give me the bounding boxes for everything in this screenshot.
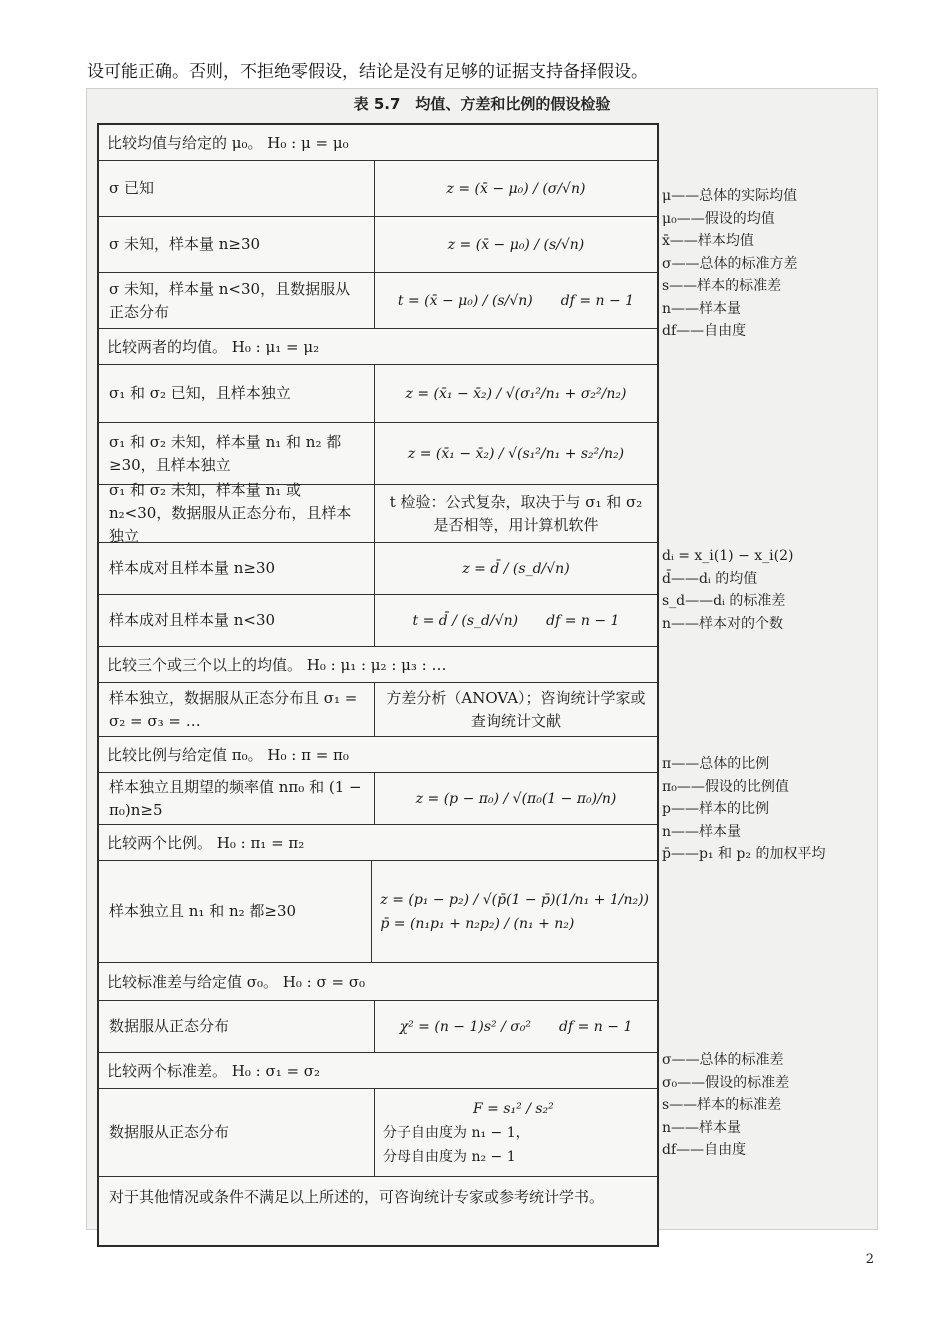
table-row xyxy=(99,1089,657,1177)
legend-line: π——总体的比例 xyxy=(662,756,770,772)
legend-line: p̄——p₁ 和 p₂ 的加权平均 xyxy=(662,846,826,862)
section-header-text: 比较比例与给定值 π₀。 H₀ : π = π₀ xyxy=(107,746,349,764)
legend-stddev xyxy=(662,1049,789,1162)
formula-text: z = (x̄₁ − x̄₂) / √(s₁²/n₁ + s₂²/n₂) xyxy=(407,445,625,462)
legend-line: σ₀——假设的标准差 xyxy=(662,1074,790,1091)
table-row xyxy=(99,365,657,423)
condition-cell: 样本成对且样本量 n<30 xyxy=(99,595,375,646)
formula-note: t 检验：公式复杂，取决于与 σ₁ 和 σ₂ 是否相等，用计算机软件 xyxy=(389,492,643,534)
legend-line: s——样本的标准差 xyxy=(662,1097,782,1113)
legend-line: σ——总体的标准差 xyxy=(662,1052,784,1068)
section-header-text: 比较标准差与给定值 σ₀。 H₀ : σ = σ₀ xyxy=(107,973,366,991)
section-header-text: 比较两个比例。 H₀ : π₁ = π₂ xyxy=(107,834,305,852)
legend-line: μ₀——假设的均值 xyxy=(662,210,775,227)
legend-line: n——样本对的个数 xyxy=(662,615,784,632)
formula-text: χ² = (n − 1)s² / σ₀² df = n − 1 xyxy=(399,1018,633,1035)
formula-text: z = (p₁ − p₂) / √(p̄(1 − p̄)(1/n₁ + 1/n₂)) xyxy=(380,891,649,908)
table-row xyxy=(99,683,657,737)
formula-text: z = (x̄ − μ₀) / (σ/√n) xyxy=(446,180,586,197)
legend-line: s——样本的标准差 xyxy=(662,278,782,294)
condition-cell: 样本成对且样本量 n≥30 xyxy=(99,543,375,594)
legend-line: σ——总体的标准方差 xyxy=(662,255,798,272)
legend-proportions xyxy=(662,753,825,866)
formula-text: t = d̄ / (s_d/√n) df = n − 1 xyxy=(412,612,620,629)
legend-line: df——自由度 xyxy=(662,323,747,339)
legend-line: x̄——样本均值 xyxy=(662,233,754,249)
table-row xyxy=(99,273,657,329)
table-caption: 表 5.7 均值、方差和比例的假设检验 xyxy=(353,95,611,113)
formula-text: p̄ = (n₁p₁ + n₂p₂) / (n₁ + n₂) xyxy=(380,915,575,932)
legend-line: n——样本量 xyxy=(662,823,742,840)
table-footer xyxy=(99,1177,657,1245)
formula-note: 方差分析（ANOVA）；咨询统计学家或查询统计文献 xyxy=(386,688,646,730)
formula-note: 分母自由度为 n₂ − 1 xyxy=(383,1148,516,1165)
legend-line: μ——总体的实际均值 xyxy=(662,188,798,204)
condition-cell: 数据服从正态分布 xyxy=(99,1001,375,1052)
legend-line: n——样本量 xyxy=(662,1119,742,1136)
table-row xyxy=(99,543,657,595)
legend-line: df——自由度 xyxy=(662,1142,747,1158)
section-header xyxy=(99,329,657,365)
table-row xyxy=(99,161,657,217)
section-header-text: 比较两者的均值。 H₀ : μ₁ = μ₂ xyxy=(107,338,320,356)
formula-block xyxy=(380,889,649,935)
footer-text: 对于其他情况或条件不满足以上所述的，可咨询统计专家或参考统计学书。 xyxy=(109,1188,605,1206)
formula-cell xyxy=(375,423,657,484)
hypothesis-test-table xyxy=(97,123,659,1247)
condition-cell: 样本独立且期望的频率值 nπ₀ 和 (1 − π₀)n≥5 xyxy=(99,773,375,824)
section-header xyxy=(99,647,657,683)
legend-line: n——样本量 xyxy=(662,300,742,317)
formula-cell xyxy=(375,773,657,824)
table-row xyxy=(99,773,657,825)
formula-note: 分子自由度为 n₁ − 1， xyxy=(383,1124,530,1141)
formula-cell xyxy=(372,861,657,962)
formula-text: z = (x̄₁ − x̄₂) / √(σ₁²/n₁ + σ₂²/n₂) xyxy=(405,385,627,402)
section-header-text: 比较三个或三个以上的均值。 H₀ : μ₁ : μ₂ : μ₃ : … xyxy=(107,656,447,674)
formula-cell xyxy=(375,365,657,422)
legend-line: dᵢ = x_i(1) − x_i(2) xyxy=(662,548,794,564)
table-row xyxy=(99,1001,657,1053)
condition-cell: σ 已知 xyxy=(99,161,375,216)
formula-cell xyxy=(375,683,657,736)
legend-line: π₀——假设的比例值 xyxy=(662,778,789,795)
table-row xyxy=(99,217,657,273)
condition-cell: σ₁ 和 σ₂ 未知，样本量 n₁ 或 n₂<30，数据服从正态分布，且样本独立 xyxy=(99,485,375,542)
legend-line: p——样本的比例 xyxy=(662,801,769,817)
table-row xyxy=(99,861,657,963)
table-row xyxy=(99,423,657,485)
condition-cell: 样本独立且 n₁ 和 n₂ 都≥30 xyxy=(99,861,372,962)
formula-text: t = (x̄ − μ₀) / (s/√n) df = n − 1 xyxy=(397,292,635,309)
formula-text: z = (x̄ − μ₀) / (s/√n) xyxy=(447,236,585,253)
formula-text: z = (p − π₀) / √(π₀(1 − π₀)/n) xyxy=(415,790,617,807)
table-row xyxy=(99,595,657,647)
condition-cell: σ 未知，样本量 n<30，且数据服从正态分布 xyxy=(99,273,375,328)
formula-cell xyxy=(375,1001,657,1052)
legend-line: s_d——dᵢ 的标准差 xyxy=(662,593,786,609)
condition-cell: 数据服从正态分布 xyxy=(99,1089,375,1176)
section-header xyxy=(99,737,657,773)
formula-text: z = d̄ / (s_d/√n) xyxy=(462,560,570,577)
formula-cell xyxy=(375,485,657,542)
scanned-table-image xyxy=(86,88,878,1230)
formula-text: F = s₁² / s₂² xyxy=(473,1100,554,1117)
table-row xyxy=(99,481,657,545)
formula-cell xyxy=(375,543,657,594)
section-header-text: 比较两个标准差。 H₀ : σ₁ = σ₂ xyxy=(107,1062,321,1080)
formula-cell xyxy=(375,1089,657,1176)
section-header xyxy=(99,125,657,161)
formula-cell xyxy=(375,217,657,272)
legend-means xyxy=(662,185,798,343)
condition-cell: σ₁ 和 σ₂ 已知，且样本独立 xyxy=(99,365,375,422)
legend-paired xyxy=(662,545,793,635)
section-header-text: 比较均值与给定的 μ₀。 H₀ : μ = μ₀ xyxy=(107,134,349,152)
formula-cell xyxy=(375,273,657,328)
formula-cell xyxy=(375,161,657,216)
condition-cell: 样本独立，数据服从正态分布且 σ₁ = σ₂ = σ₃ = … xyxy=(99,683,375,736)
formula-cell xyxy=(375,595,657,646)
condition-cell: σ 未知，样本量 n≥30 xyxy=(99,217,375,272)
page-number: 2 xyxy=(865,1252,874,1267)
formula-block xyxy=(383,1098,554,1168)
legend-line: d̄——dᵢ 的均值 xyxy=(662,570,758,587)
intro-paragraph: 设可能正确。否则，不拒绝零假设，结论是没有足够的证据支持备择假设。 xyxy=(87,62,648,82)
section-header xyxy=(99,963,657,1001)
section-header xyxy=(99,1053,657,1089)
section-header xyxy=(99,825,657,861)
condition-cell: σ₁ 和 σ₂ 未知，样本量 n₁ 和 n₂ 都≥30，且样本独立 xyxy=(99,423,375,484)
